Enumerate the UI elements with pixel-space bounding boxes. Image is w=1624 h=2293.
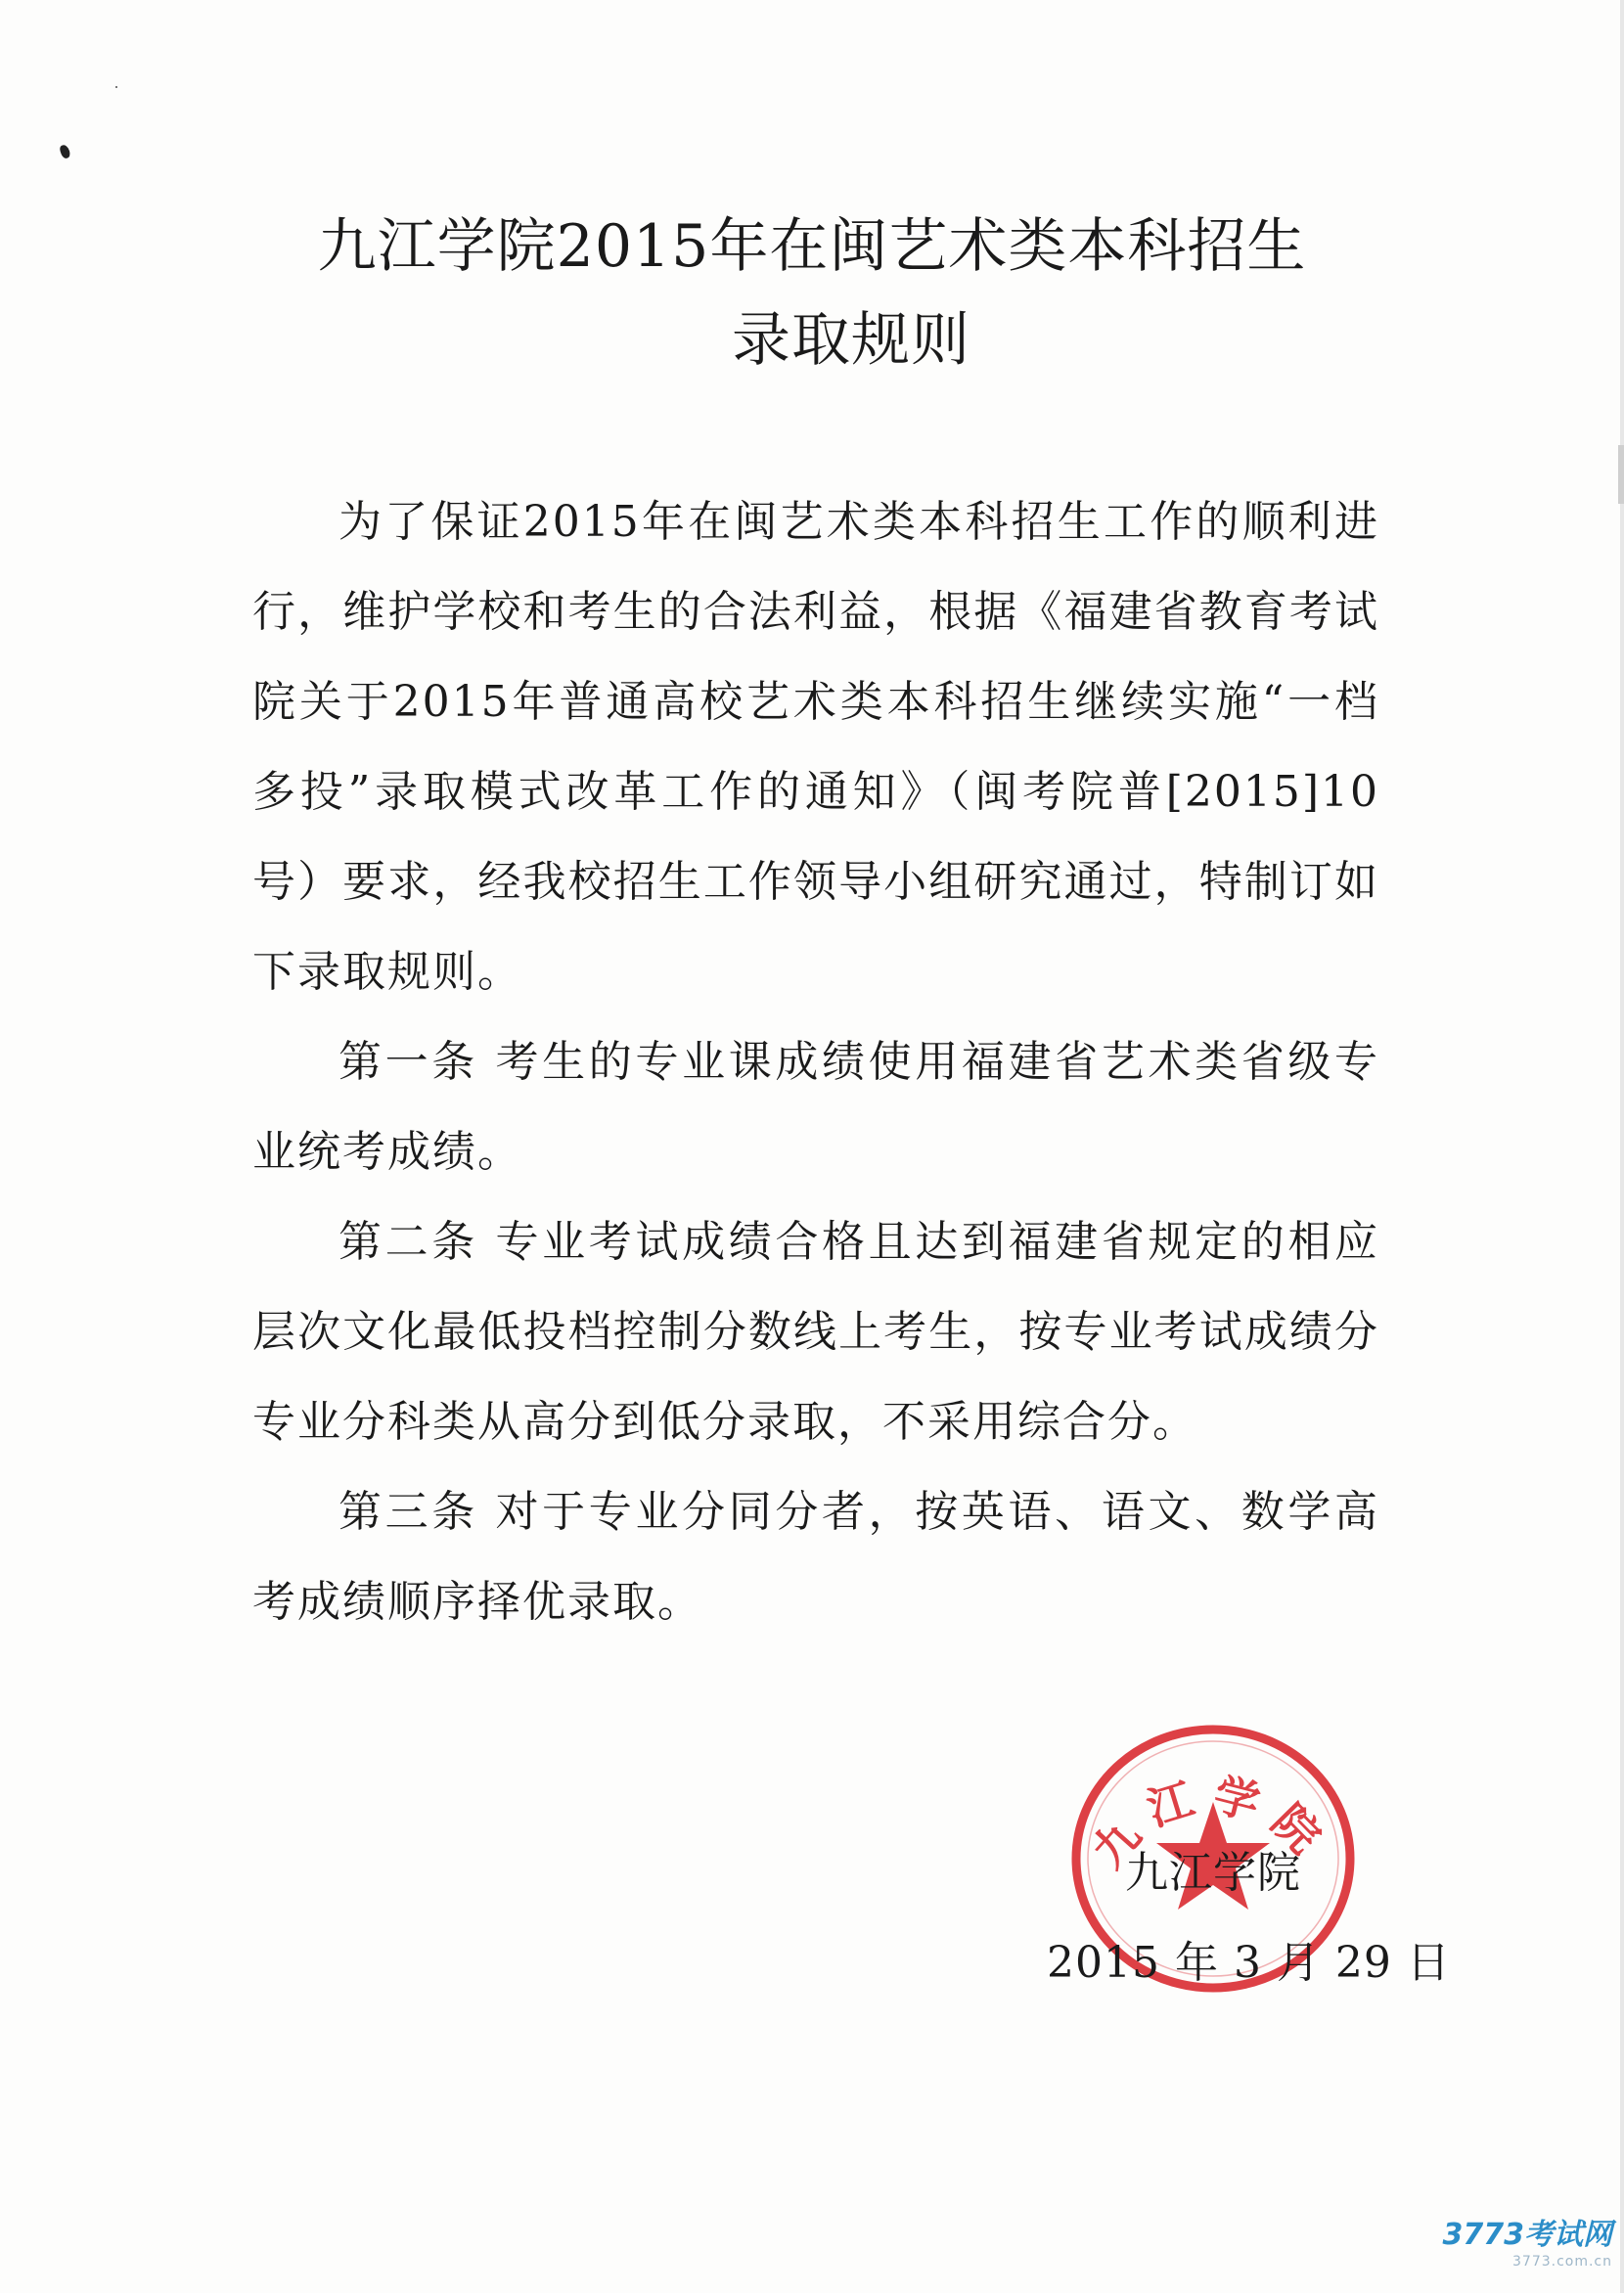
scan-speck <box>59 144 71 159</box>
site-watermark <box>1436 2218 1612 2279</box>
article-3-paragraph: 第三条 对于专业分同分者，按英语、语文、数学高考成绩顺序择优录取。 <box>252 1487 1379 1627</box>
watermark-url: 3773.com.cn <box>1512 2254 1612 2270</box>
signature-date: 2015 年 3 月 29 日 <box>1047 1938 1451 1988</box>
document-title: 九江学院2015年在闽艺术类本科招生 <box>317 212 1307 281</box>
intro-paragraph: 为了保证2015年在闽艺术类本科招生工作的顺利进行，维护学校和考生的合法利益，根据《福建省教育考试院关于2015年普通高校艺术类本科招生继续实施“一档多投”录取模式改革工作的通知》（闽考院普[2015]10号）要求，经我校招生工作领导小组研究通过，特制订如下录取规则。 <box>252 497 1379 997</box>
article-2-paragraph: 第二条 专业考试成绩合格且达到福建省规定的相应层次文化最低投档控制分数线上考生，按专业考试成绩分专业分科类从高分到低分录取，不采用综合分。 <box>252 1217 1379 1447</box>
scan-edge-mark <box>1618 445 1624 504</box>
svg-text:九江学院: 九江学院 <box>1081 1768 1341 1878</box>
signature-institution: 九江学院 <box>1125 1848 1301 1898</box>
document-subtitle: 录取规则 <box>732 306 970 375</box>
document-body <box>252 477 1379 1647</box>
article-1-paragraph: 第一条 考生的专业课成绩使用福建省艺术类省级专业统考成绩。 <box>252 1037 1379 1177</box>
watermark-logo-text: 3773考试网 <box>1442 2218 1612 2252</box>
scan-dot <box>115 86 117 88</box>
